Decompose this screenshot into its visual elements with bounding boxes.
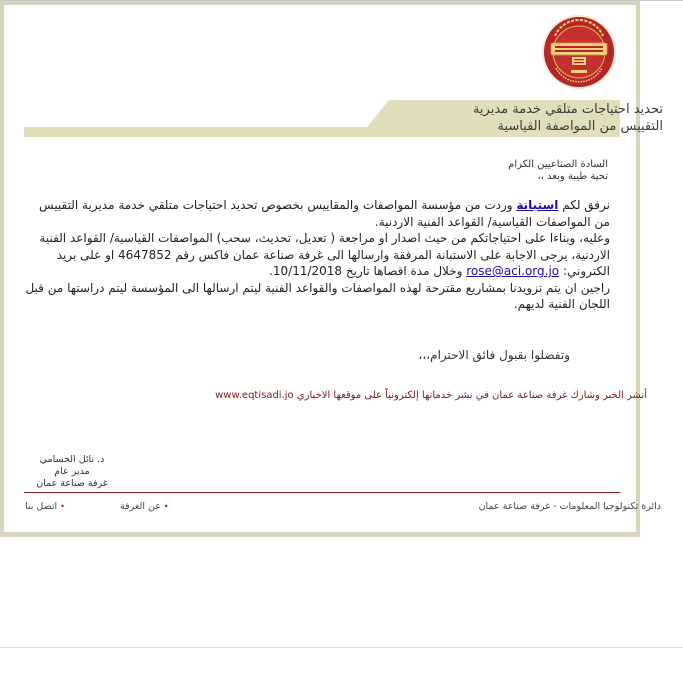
footer-divider (24, 492, 620, 493)
greeting (508, 159, 608, 183)
signature-block (22, 454, 122, 490)
footer-department: دائرة تكنولوجيا المعلومات - غرفة صناعة عمان (478, 501, 661, 512)
paragraph-attachment (24, 197, 610, 230)
subject-title-line2: التقييس من المواصفة القياسية (497, 119, 663, 134)
news-site-link[interactable]: www.eqtisadi.jo (215, 390, 294, 401)
email-link[interactable]: rose@aci.org.jo (466, 264, 560, 278)
bottom-divider (0, 647, 683, 648)
bullet-icon: • (60, 502, 65, 511)
signatory-organization: غرفة صناعة عمان (36, 478, 108, 489)
paragraph-text: وخلال مدة اقصاها تاريخ 10/11/2018. (269, 264, 467, 278)
paragraph-text: وعليه، وبناءا على احتياجاتكم من حيث اصدار او مراجعة ( تعديل، تحديث، سحب) المواصفات القياسية/ القواعد الفنية الاردنية، يرجى الاجابة على الاستبانة المرفقة وارسالها الى غرفة صناعة عمان فاكس رقم 4647852 او على بريد الكتروني: (39, 231, 610, 278)
share-line (215, 390, 647, 401)
signatory-position: مدير عام (54, 466, 90, 477)
closing-line: وتفضلوا بقبول فائق الاحترام،،، (418, 348, 570, 362)
paragraph-instructions (24, 230, 610, 280)
subject-title (423, 101, 663, 135)
footer-link-about[interactable] (120, 501, 169, 512)
paragraph-request: راجين ان يتم تزويدنا بمشاريع مقترحة لهذه المواصفات والقواعد الفنية ليتم ارسالها الى المؤسسة ليتم دراستها من قبل اللجان الفنية لديهم. (25, 280, 610, 311)
signatory-name: د. نائل الحسامي (39, 454, 105, 465)
questionnaire-link[interactable]: استبانة (516, 198, 559, 212)
paragraph-text: نرفق لكم (558, 198, 610, 212)
bullet-icon: • (163, 502, 169, 511)
footer-link-label: عن الغرفة (120, 501, 161, 512)
message-body (24, 197, 610, 313)
salutation: السادة الصناعيين الكرام (508, 159, 608, 170)
subject-title-line1: تحديد احتياجات متلقي خدمة مديرية (472, 102, 663, 117)
share-text: أنشر الخبر وشارك غرفة صناعة عمان في نشر خدماتها إلكترونياً على موقعها الاخباري (293, 390, 647, 401)
opening-line: تحية طيبة وبعد ،، (537, 171, 608, 182)
paragraph-text: وردت من مؤسسة المواصفات والمقاييس بخصوص تحديد احتياجات متلقي خدمة مديرية التقييس من المواصفات القياسية/ القواعد الفنية الاردنية. (39, 198, 610, 229)
footer-link-contact[interactable] (25, 501, 65, 512)
chamber-logo (541, 14, 617, 90)
footer-link-label: اتصل بنا (25, 501, 58, 512)
